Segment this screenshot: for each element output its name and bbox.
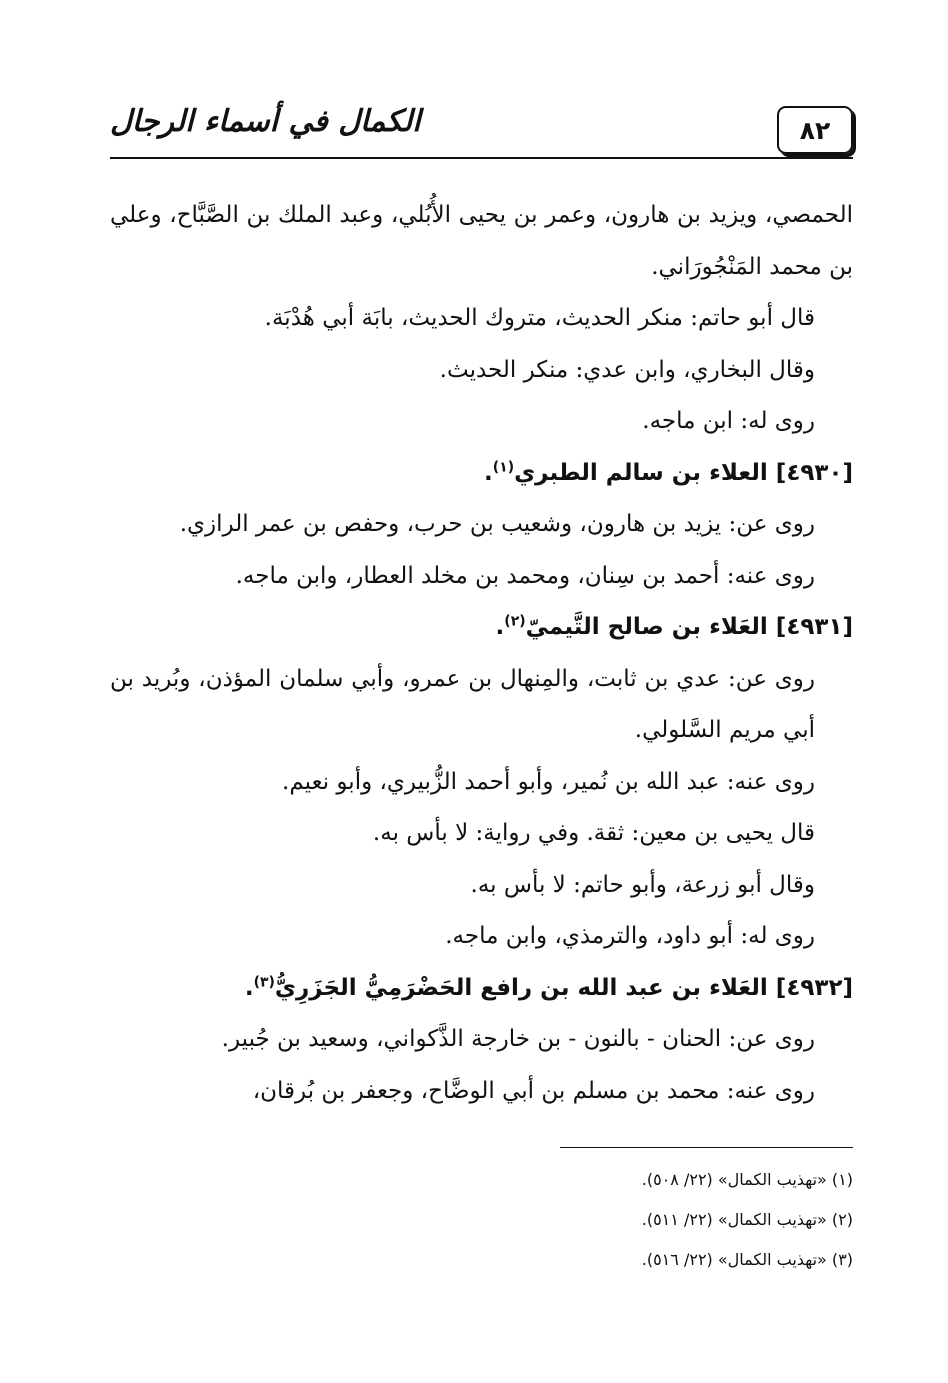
- footnote-rule: [560, 1147, 853, 1148]
- entry-heading: [110, 963, 853, 1015]
- entry-heading: [110, 448, 853, 500]
- paragraph: روى له: أبو داود، والترمذي، وابن ماجه.: [445, 923, 815, 949]
- paragraph: روى عن: الحنان - بالنون - بن خارجة الذَّكواني، وسعيد بن جُبير.: [221, 1026, 815, 1052]
- entry-end: .: [495, 614, 505, 640]
- footnote-ref: (٣): [253, 973, 275, 990]
- footnotes: [110, 1160, 853, 1280]
- paragraph: قال أبو حاتم: منكر الحديث، متروك الحديث، بابَة أبي هُدْبَة.: [264, 305, 815, 331]
- page-header: [110, 100, 853, 158]
- paragraph: الحمصي، ويزيد بن هارون، وعمر بن يحيى الأُبُلي، وعبد الملك بن الصَّبَّاح، وعلي بن محمد المَنْجُورَاني.: [110, 202, 853, 280]
- footnote: (٢) «تهذيب الكمال» (٢٢/ ٥١١).: [641, 1210, 853, 1229]
- footnote-ref: (١): [492, 458, 515, 475]
- header-rule: [110, 157, 853, 159]
- paragraph: روى عن: عدي بن ثابت، والمِنهال بن عمرو، وأبي سلمان المؤذن، وبُريد بن أبي مريم السَّلولي.: [110, 665, 815, 743]
- footnote: (١) «تهذيب الكمال» (٢٢/ ٥٠٨).: [641, 1170, 853, 1189]
- paragraph: قال يحيى بن معين: ثقة. وفي رواية: لا بأس به.: [372, 820, 815, 846]
- entry-end: .: [483, 459, 493, 486]
- book-title-logo: الكمال في أسماء الرجال: [110, 104, 421, 139]
- paragraph: روى عن: يزيد بن هارون، وشعيب بن حرب، وحفص بن عمر الرازي.: [179, 511, 815, 537]
- paragraph: روى له: ابن ماجه.: [642, 408, 815, 434]
- entry-end: .: [244, 974, 254, 1001]
- entry-heading: [110, 602, 853, 654]
- entry-title: [٤٩٣٢] العَلاء بن عبد الله بن رافع الحَضْرَمِيُّ الجَزَرِيُّ: [274, 974, 853, 1001]
- paragraph: وقال أبو زرعة، وأبو حاتم: لا بأس به.: [470, 871, 815, 898]
- paragraph: روى عنه: أحمد بن سِنان، ومحمد بن مخلد العطار، وابن ماجه.: [235, 562, 815, 589]
- page-number: ٨٢: [777, 106, 853, 154]
- paragraph: وقال البخاري، وابن عدي: منكر الحديث.: [439, 356, 815, 383]
- main-text: [110, 190, 853, 1117]
- footnote: (٣) «تهذيب الكمال» (٢٢/ ٥١٦).: [641, 1250, 853, 1269]
- entry-title: [٤٩٣١] العَلاء بن صالح التَّيميّ: [525, 614, 853, 640]
- footnote-ref: (٢): [504, 613, 526, 630]
- entry-title: [٤٩٣٠] العلاء بن سالم الطبري: [514, 459, 853, 486]
- paragraph: روى عنه: عبد الله بن نُمير، وأبو أحمد الزُّبيري، وأبو نعيم.: [282, 768, 815, 795]
- paragraph: روى عنه: محمد بن مسلم بن أبي الوضَّاح، وجعفر بن بُرقان،: [252, 1077, 815, 1104]
